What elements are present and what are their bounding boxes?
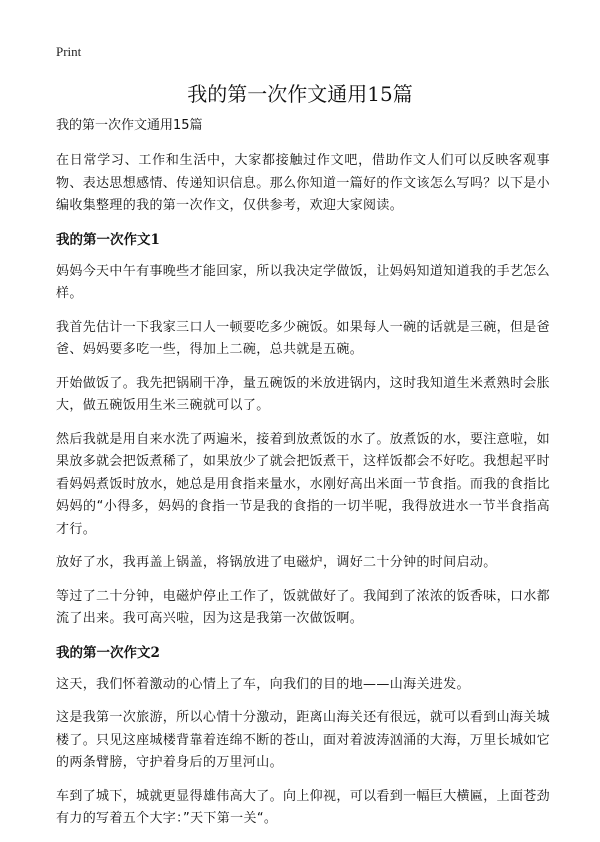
- paragraph: 我首先估计一下我家三口人一顿要吃多少碗饭。如果每人一碗的话就是三碗，但是爸爸、妈妈要多吃一些，得加上二碗，总共就是五碗。: [56, 319, 550, 357]
- intro-paragraph: 在日常学习、工作和生活中，大家都接触过作文吧，借助作文人们可以反映客观事物、表达思想感情、传递知识信息。那么你知道一篇好的作文该怎么写吗？以下是小编收集整理的我的第一次作文，仅供参考，欢迎大家阅读。: [56, 153, 550, 213]
- section-heading-2: 我的第一次作文2: [56, 644, 160, 661]
- article-body: [56, 116, 550, 842]
- paragraph: 放好了水，我再盖上锅盖，将锅放进了电磁炉，调好二十分钟的时间启动。: [56, 555, 497, 570]
- paragraph: 妈妈今天中午有事晚些才能回家，所以我决定学做饭，让妈妈知道知道我的手艺怎么样。: [56, 263, 550, 301]
- article-subtitle: 我的第一次作文通用15篇: [56, 118, 203, 133]
- paragraph: 等过了二十分钟，电磁炉停止工作了，饭就做好了。我闻到了浓浓的饭香味，口水都流了出来。我可高兴啦，因为这是我第一次做饭啊。: [56, 588, 550, 626]
- paragraph: 开始做饭了。我先把锅刷干净，量五碗饭的米放进锅内，这时我知道生米煮熟时会胀大，做五碗饭用生米三碗就可以了。: [56, 375, 550, 413]
- section-heading-1: 我的第一次作文1: [56, 231, 160, 248]
- page-title: 我的第一次作文通用15篇: [187, 82, 413, 106]
- paragraph: 这天，我们怀着激动的心情上了车，向我们的目的地——山海关进发。: [56, 676, 470, 692]
- paragraph: 然后我就是用自来水洗了两遍米，接着到放煮饭的水了。放煮饭的水，要注意啦，如果放多就会把饭煮稀了，如果放少了就会把饭煮干，这样饭都会不好吃。我想起平时看妈妈煮饭时放水，她总是用食指来量水，水刚好高出米面一节食指。而我的食指比妈妈的“小得多，妈妈的食指一节是我的食指的一切半呢，我得放进水一节半食指高才行。: [56, 431, 550, 537]
- paragraph: 车到了城下，城就更显得雄伟高大了。向上仰视，可以看到一幅巨大横匾，上面苍劲有力的写着五个大字：”天下第一关“。: [56, 788, 550, 826]
- print-link[interactable]: Print: [56, 44, 82, 59]
- paragraph: 这是我第一次旅游，所以心情十分激动，距离山海关还有很远，就可以看到山海关城楼了。只见这座城楼背靠着连绵不断的苍山，面对着波涛汹涌的大海，万里长城如它的两条臂膀，守护着身后的万里河山。: [56, 710, 550, 770]
